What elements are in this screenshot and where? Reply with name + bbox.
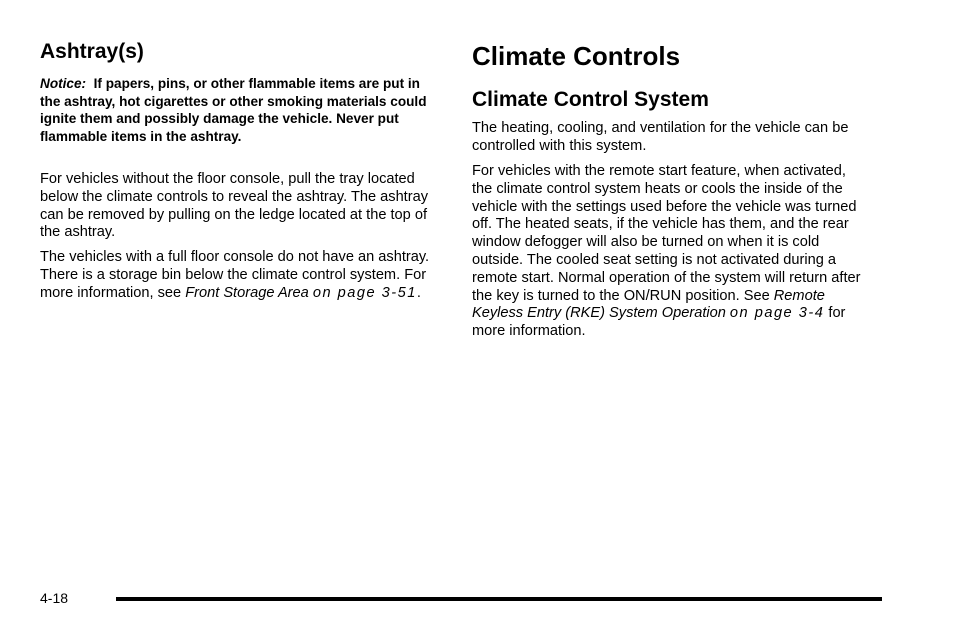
climate-controls-title: Climate Controls: [472, 41, 681, 71]
footer-rule: [116, 597, 882, 601]
page-number: 4-18: [40, 590, 69, 606]
climate-paragraph-2-text: For vehicles with the remote start feature, when activated, the climate control system heats or cools the inside of the vehicle with the settings used before the vehicle was turned off. The heated seats, if the vehicle has them, and the rear window defogger will also be turned on when it is cold outside. The cooled seat setting is not activated during a remote start. Normal operation of the system will return after the key is turned to the ON/RUN position. See: [472, 163, 861, 304]
notice-label: Notice:: [40, 76, 87, 91]
climate-control-system-heading: Climate Control System: [472, 88, 709, 111]
climate-paragraph-2-end: for more information.: [472, 305, 846, 340]
ashtray-paragraph-2-text: The vehicles with a full floor console do not have an ashtray. There is a storage bin below the climate control system. For more information, see: [40, 249, 430, 301]
front-storage-area-link[interactable]: Front Storage Area: [185, 284, 309, 301]
rke-system-operation-link[interactable]: Remote Keyless Entry (RKE) System Operation: [472, 287, 825, 322]
ashtray-paragraph-1: For vehicles without the floor console, pull the tray located below the climate controls to reveal the ashtray. The ashtray can be removed by pulling on the ledge located at the top of the ashtray.: [40, 171, 429, 241]
ashtray-heading: Ashtray(s): [40, 40, 144, 63]
climate-paragraph-2: [472, 163, 870, 341]
ashtray-paragraph-2-end: .: [416, 284, 421, 301]
ashtray-paragraph-2: [40, 249, 442, 302]
rke-system-operation-page-ref[interactable]: on page 3-4: [729, 305, 825, 322]
notice-text: If papers, pins, or other flammable items are put in the ashtray, hot cigarettes or other smoking materials could ignite them and possibly damage the vehicle. Never put flammable items in the ashtray.: [40, 76, 427, 144]
front-storage-area-page-ref[interactable]: on page 3-51: [312, 284, 417, 301]
ashtray-notice: [40, 75, 444, 145]
climate-paragraph-1: The heating, cooling, and ventilation for the vehicle can be controlled with this system.: [472, 120, 849, 154]
